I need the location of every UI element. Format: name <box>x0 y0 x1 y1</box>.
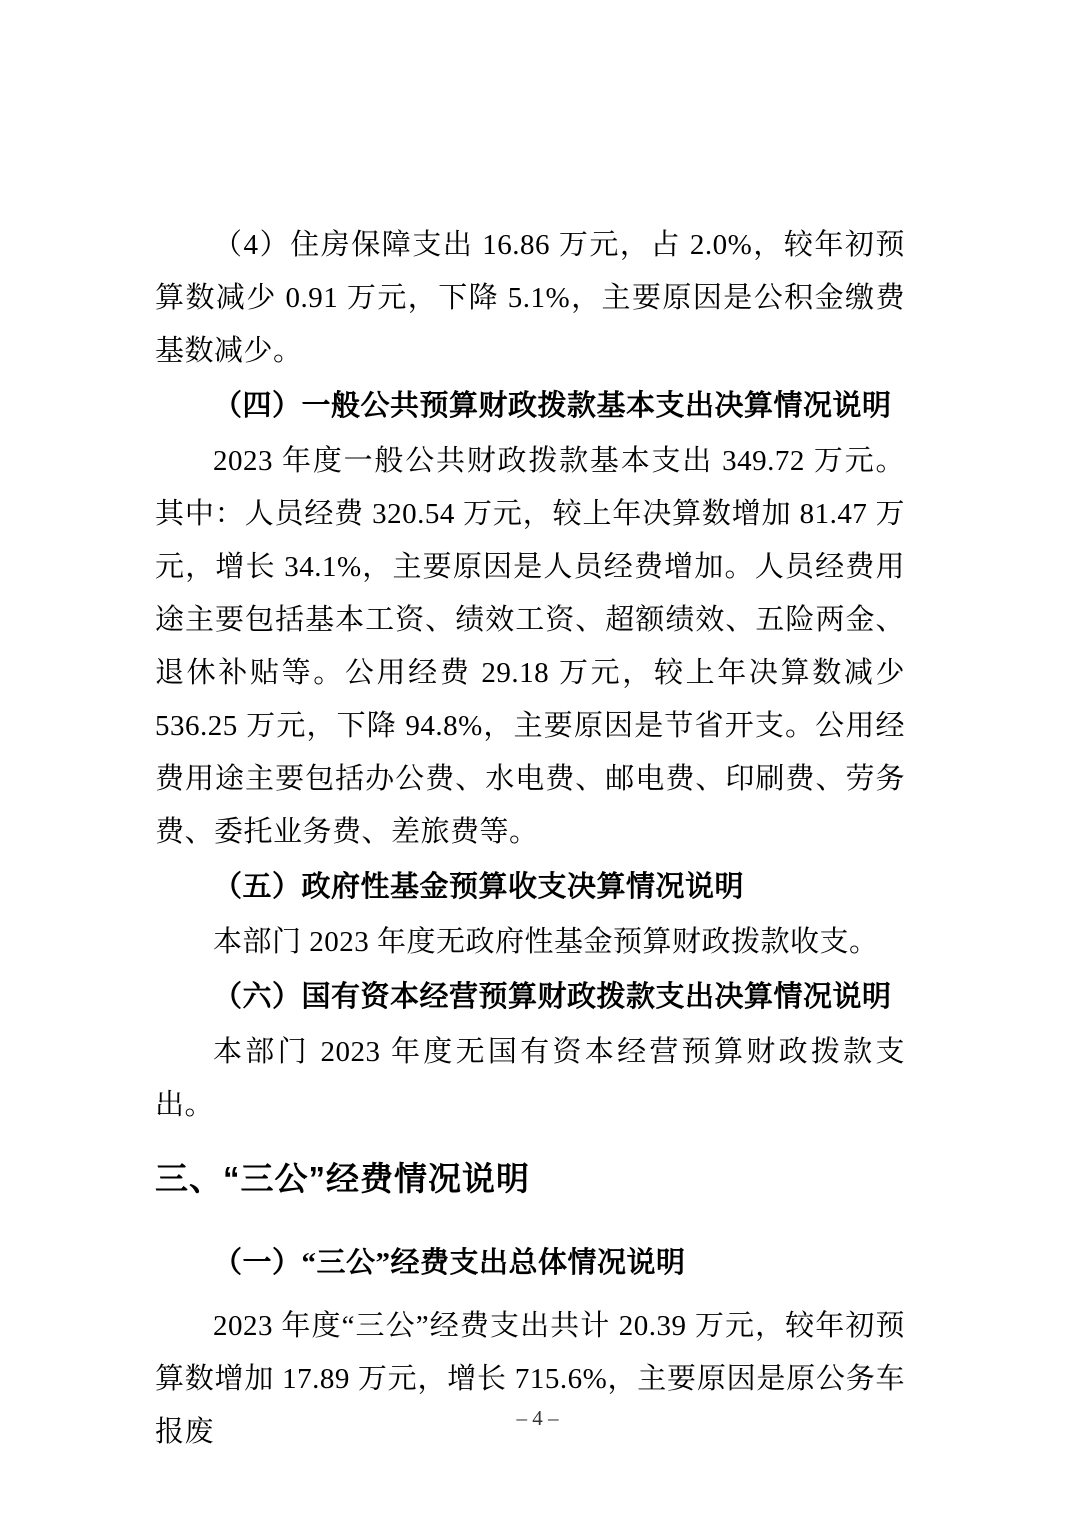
heading-section-three-sub-one: （一）“三公”经费支出总体情况说明 <box>213 1247 686 1279</box>
paragraph-gov-fund: 本部门 2023 年度无政府性基金预算财政拨款收支。 <box>213 926 879 958</box>
paragraph-state-capital: 本部门 2023 年度无国有资本经营预算财政拨款支出。 <box>155 1036 905 1121</box>
heading-section-five: （五）政府性基金预算收支决算情况说明 <box>213 871 745 903</box>
paragraph-basic-expenditure: 2023 年度一般公共财政拨款基本支出 349.72 万元。其中：人员经费 320.54 万元，较上年决算数增加 81.47 万元，增长 34.1%，主要原因是人员经费增加。人员经费用途主要包括基本工资、绩效工资、超额绩效、五险两金、退休补贴等。公用经费 29.18 万元，较上年决算数减少 536.25 万元，下降 94.8%，主要原因是节省开支。公用经费用途主要包括办公费、水电费、邮电费、印刷费、劳务费、委托业务费、差旅费等。 <box>155 445 905 848</box>
paragraph-three-public-total: 2023 年度“三公”经费支出共计 20.39 万元，较年初预算数增加 17.89 万元，增长 715.6%，主要原因是原公务车报废 <box>155 1310 905 1448</box>
document-content <box>155 219 905 1459</box>
heading-section-four: （四）一般公共预算财政拨款基本支出决算情况说明 <box>213 390 892 422</box>
heading-section-three-major: 三、“三公”经费情况说明 <box>155 1160 530 1197</box>
heading-section-six: （六）国有资本经营预算财政拨款支出决算情况说明 <box>213 981 892 1013</box>
page-number: – 4 – <box>516 1406 559 1430</box>
paragraph-housing-support: （4）住房保障支出 16.86 万元，占 2.0%，较年初预算数减少 0.91 万元，下降 5.1%，主要原因是公积金缴费基数减少。 <box>155 229 905 367</box>
